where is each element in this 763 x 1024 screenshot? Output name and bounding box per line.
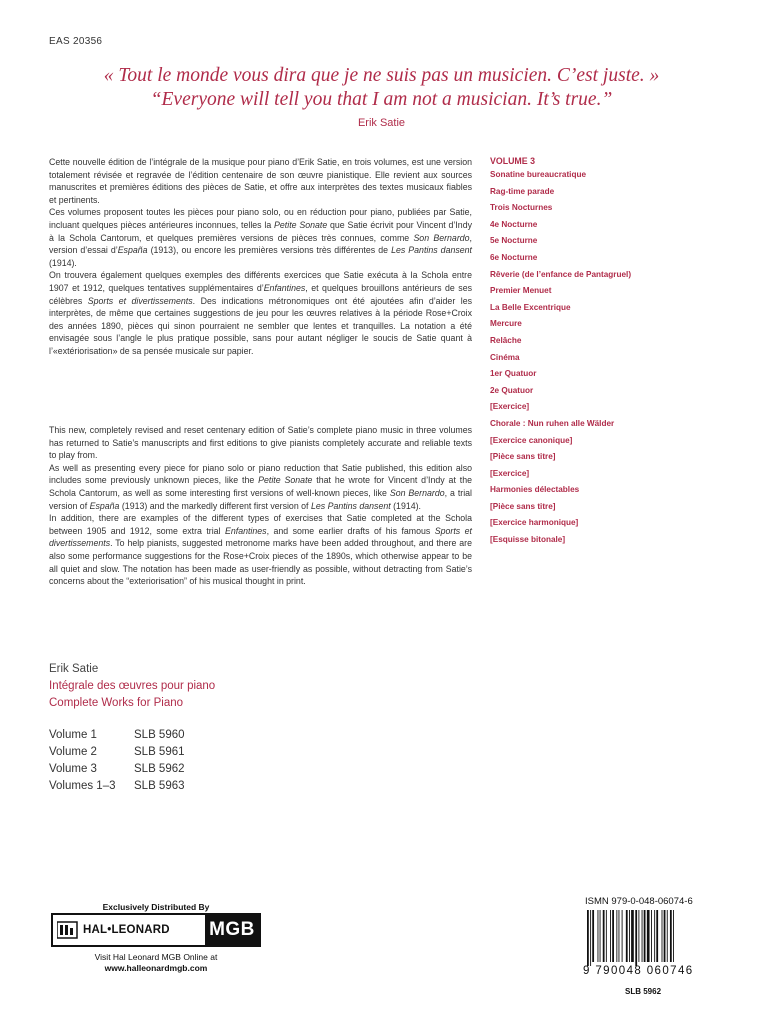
- hal-leonard-mgb-logo: [51, 913, 261, 947]
- epigraph: [0, 64, 763, 129]
- volume-name: Volume 1: [49, 729, 97, 741]
- contents-item: Rag-time parade: [490, 186, 555, 196]
- visit-text: Visit Hal Leonard MGB Online at: [94, 952, 218, 962]
- english-paragraph-3: In addition, there are examples of the different types of exercises that Satie completed at the Schola between 1905 and 1912, some extra trial Enfantines, and some earlier drafts of his famous Sports et divertissements. To help pianists, suggested metronome marks have been added throughout, and there are also some performance suggestions for the Rose+Croix pieces of the 1890s, which otherwise appear to be all quiet and slow. The notation has been made as user-friendly as possible, without detracting from Satie’s concerns about the “exteriorisation” of his musical thought in print.: [49, 513, 473, 587]
- contents-item: Cinéma: [490, 352, 520, 362]
- volume-name: Volume 2: [49, 746, 97, 758]
- contents-item: Relâche: [490, 335, 522, 345]
- barcode-digits: 9 790048 060746: [583, 965, 694, 977]
- barcode-image: [585, 910, 677, 966]
- epigraph-french: « Tout le monde vous dira que je ne suis pas un musicien. C’est juste. »: [103, 65, 660, 86]
- french-description: [49, 156, 472, 358]
- volume-row: [49, 744, 185, 761]
- distributor-label: Exclusively Distributed By: [102, 902, 210, 912]
- volume-code: SLB 5963: [134, 780, 185, 792]
- contents-item: [Esquisse bitonale]: [490, 535, 566, 545]
- french-paragraph-3: On trouvera également quelques exemples des différents exercices que Satie exécuta à la Schola entre 1907 et 1912, quelques tentatives supplémentaires d’Enfantines, et quelques brouillons antérieurs de ses célèbres Sports et divertissements. Des indications métronomiques ont été ajoutées afin d’aider les interprètes, de même que certaines suggestions de jeu pour les œuvres relatives à la période Rose+Croix des années 1890, pièces qui sinon pourraient ne sembler que lentes et tranquilles. La notation a été envisagée sous l’angle le plus pratique possible, sans pour autant négliger le soucis de Satie quant à l’«extériorisation» de sa pensée musicale sur papier.: [49, 270, 472, 356]
- contents-item: Harmonies délectables: [490, 485, 580, 495]
- series-title-english: Complete Works for Piano: [49, 697, 184, 709]
- contents-item: 6e Nocturne: [490, 252, 538, 262]
- volume-code: SLB 5962: [134, 763, 185, 775]
- distributor-url[interactable]: www.halleonardmgb.com: [104, 963, 208, 973]
- barcode-catalog-code: SLB 5962: [625, 987, 662, 996]
- series-info: [49, 661, 215, 712]
- hal-leonard-mark-icon: [57, 920, 79, 940]
- volume-code: SLB 5960: [134, 729, 185, 741]
- volume-row: [49, 727, 185, 744]
- contents-item: 5e Nocturne: [490, 236, 538, 246]
- volume-row: [49, 778, 185, 795]
- english-paragraph-2: As well as presenting every piece for piano solo or piano reduction that Satie published, this edition also includes some previously unknown pieces, like the Petite Sonate that he wrote for Vincent d’Indy at the Schola Cantorum, as well as some interesting first versions of well-known pieces, like Son Bernardo, a trial version of España (1913) and the markedly different first version of Les Pantins dansent (1914).: [49, 462, 473, 511]
- contents-item: Chorale : Nun ruhen alle Wälder: [490, 418, 615, 428]
- volume-title: VOLUME 3: [490, 156, 535, 166]
- contents-item: [Pièce sans titre]: [490, 501, 556, 511]
- distributor-visit: [51, 952, 261, 974]
- ismn-number: ISMN 979-0-048-06074-6: [585, 896, 693, 907]
- catalog-code: EAS 20356: [49, 36, 103, 47]
- contents-item: 4e Nocturne: [490, 219, 538, 229]
- volume-row: [49, 761, 185, 778]
- contents-item: [Pièce sans titre]: [490, 452, 556, 462]
- french-paragraph-2: Ces volumes proposent toutes les pièces pour piano solo, ou en réduction pour piano, publiées par Satie, incluant quelques pièces antérieures inconnues, telles la Petite Sonate que Satie écrivit pour Vincent d’Indy à la Schola Cantorum, et quelques premières versions de pièces très connues, comme Son Bernardo, version d’essai d’España (1913), ou encore les premières versions très différentes de Les Pantins dansent (1914).: [49, 207, 472, 268]
- contents-item: 2e Quatuor: [490, 385, 534, 395]
- contents-item: Trois Nocturnes: [490, 203, 553, 213]
- english-description: [49, 424, 472, 588]
- epigraph-author: Erik Satie: [357, 117, 406, 129]
- contents-item: 1er Quatuor: [490, 369, 537, 379]
- volume-name: Volume 3: [49, 763, 97, 775]
- volume-code: SLB 5961: [134, 746, 185, 758]
- logo-wordmark: HAL•LEONARD: [83, 924, 170, 936]
- volume-list: [49, 727, 185, 795]
- volume-contents: [490, 155, 720, 551]
- contents-item: [Exercice harmonique]: [490, 518, 579, 528]
- series-author: Erik Satie: [49, 663, 99, 675]
- contents-item: Mercure: [490, 319, 522, 329]
- french-paragraph-1: Cette nouvelle édition de l’intégrale de la musique pour piano d’Erik Satie, en trois volumes, est une version totalement révisée et regravée de l’édition centenaire de son œuvre pianistique. Elle revient aux sources manuscrites et premières éditions des pièces de Satie, et offre aux interprètes des textes musicaux fiables et pertinents.: [49, 157, 472, 205]
- series-title-french: Intégrale des œuvres pour piano: [49, 680, 216, 692]
- contents-item: La Belle Excentrique: [490, 302, 571, 312]
- volume-name: Volumes 1–3: [49, 780, 116, 792]
- english-paragraph-1: This new, completely revised and reset centenary edition of Satie’s complete piano music in three volumes has returned to Satie’s manuscripts and first editions to give pianists completely accurate and reliable texts to play from.: [49, 425, 472, 461]
- contents-item: [Exercice]: [490, 402, 530, 412]
- epigraph-english: “Everyone will tell you that I am not a musician. It’s true.”: [150, 89, 613, 110]
- contents-item: Rêverie (de l’enfance de Pantagruel): [490, 269, 632, 279]
- contents-item: Sonatine bureaucratique: [490, 170, 586, 179]
- logo-mgb: MGB: [205, 915, 259, 945]
- contents-item: Premier Menuet: [490, 286, 552, 296]
- contents-item: [Exercice]: [490, 468, 530, 478]
- contents-item: [Exercice canonique]: [490, 435, 573, 445]
